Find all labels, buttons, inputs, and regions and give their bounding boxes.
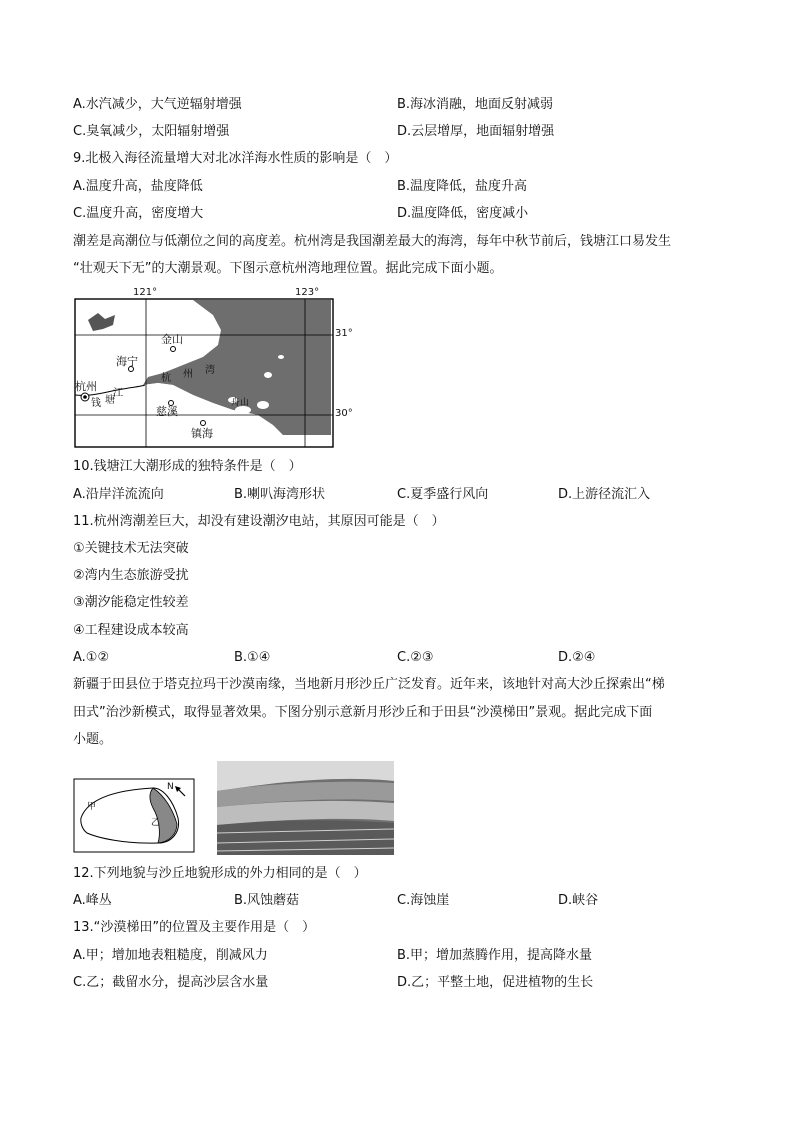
q11-item-4: ④工程建设成本较高: [73, 623, 189, 638]
q11-option-a: A.①②: [73, 650, 110, 665]
map-label-hang: 杭: [161, 373, 171, 384]
q10-option-b: B.喇叭海湾形状: [234, 487, 326, 502]
q10-option-d: D.上游径流汇入: [558, 487, 651, 502]
q12-option-d: D.峡谷: [558, 893, 599, 908]
q13-option-b: B.甲；增加蒸腾作用，提高降水量: [397, 948, 593, 963]
q11-item-3: ③潮汐能稳定性较差: [73, 595, 189, 610]
map-label-zhoushan: 舟山: [231, 398, 250, 408]
q10-stem: 10.钱塘江大潮形成的独特条件是（ ）: [73, 459, 302, 474]
map-label-tang: 塘: [105, 395, 115, 406]
q13-option-d: D.乙；平整土地，促进植物的生长: [397, 975, 594, 990]
q8-option-c: C.臭氧减少，太阳辐射增强: [73, 124, 230, 139]
passage1-line1: 潮差是高潮位与低潮位之间的高度差。杭州湾是我国潮差最大的海湾，每年中秋节前后，钱塘江口易发生: [73, 234, 672, 249]
q9-option-c: C.温度升高，密度增大: [73, 206, 204, 221]
q11-option-b: B.①④: [234, 650, 271, 665]
q11-item-2: ②湾内生态旅游受扰: [73, 568, 189, 583]
desert-terrace-photo: [217, 761, 394, 855]
q11-stem: 11.杭州湾潮差巨大，却没有建设潮汐电站，其原因可能是（ ）: [73, 514, 445, 529]
map-label-qian: 钱: [91, 398, 101, 409]
dune-graphic: [73, 778, 195, 853]
q11-option-d: D.②④: [558, 650, 596, 665]
map-label-zhenhai: 镇海: [191, 427, 213, 440]
q8-option-b: B.海冰消融，地面反射减弱: [397, 97, 554, 112]
q8-option-a: A.水汽减少，大气逆辐射增强: [73, 97, 242, 112]
map-label-cixi: 慈溪: [156, 405, 178, 418]
q13-stem: 13.“沙漠梯田”的位置及主要作用是（ ）: [73, 920, 316, 935]
photo-graphic: [217, 761, 394, 855]
dune-north-label: N: [167, 782, 174, 792]
q10-option-a: A.沿岸洋流流向: [73, 487, 164, 502]
hangzhou-bay-map: [73, 285, 363, 450]
q12-option-a: A.峰丛: [73, 893, 112, 908]
q10-option-c: C.夏季盛行风向: [397, 487, 489, 502]
q11-item-1: ①关键技术无法突破: [73, 541, 189, 556]
passage1-line2: “壮观天下无”的大潮景观。下图示意杭州湾地理位置。据此完成下面小题。: [73, 261, 503, 276]
passage2-line1: 新疆于田县位于塔克拉玛干沙漠南缘，当地新月形沙丘广泛发育。近年来，该地针对高大沙丘探索出“梯: [73, 677, 665, 692]
q9-stem: 9.北极入海径流量增大对北冰洋海水性质的影响是（ ）: [73, 151, 398, 166]
map-lat-31: 31°: [335, 328, 353, 339]
map-label-jiang: 江: [113, 388, 123, 399]
map-label-zhou: 州: [183, 369, 193, 380]
passage2-line3: 小题。: [73, 732, 113, 747]
map-label-wan: 湾: [205, 365, 215, 376]
passage2-line2: 田式”治沙新模式，取得显著效果。下图分别示意新月形沙丘和于田县“沙漠梯田”景观。据此完成下面: [73, 705, 653, 720]
crescent-dune-diagram: [73, 778, 195, 853]
q13-option-c: C.乙；截留水分，提高沙层含水量: [73, 975, 269, 990]
q13-option-a: A.甲；增加地表粗糙度，削减风力: [73, 948, 268, 963]
q9-option-b: B.温度降低，盐度升高: [397, 179, 528, 194]
q8-option-d: D.云层增厚，地面辐射增强: [397, 124, 555, 139]
dune-label-jia: 甲: [87, 802, 97, 812]
map-label-hangzhou: 杭州: [75, 380, 97, 393]
q11-option-c: C.②③: [397, 650, 434, 665]
map-label-haining: 海宁: [116, 355, 138, 368]
map-lon-121: 121°: [133, 287, 158, 298]
map-lon-123: 123°: [295, 287, 320, 298]
map-lat-30: 30°: [335, 408, 353, 419]
q9-option-d: D.温度降低，密度减小: [397, 206, 529, 221]
map-label-jinshan: 金山: [161, 333, 183, 346]
q9-option-a: A.温度升高，盐度降低: [73, 179, 203, 194]
q12-stem: 12.下列地貌与沙丘地貌形成的外力相同的是（ ）: [73, 866, 367, 881]
q12-option-c: C.海蚀崖: [397, 893, 450, 908]
q12-option-b: B.风蚀蘑菇: [234, 893, 300, 908]
dune-label-yi: 乙: [151, 818, 161, 828]
